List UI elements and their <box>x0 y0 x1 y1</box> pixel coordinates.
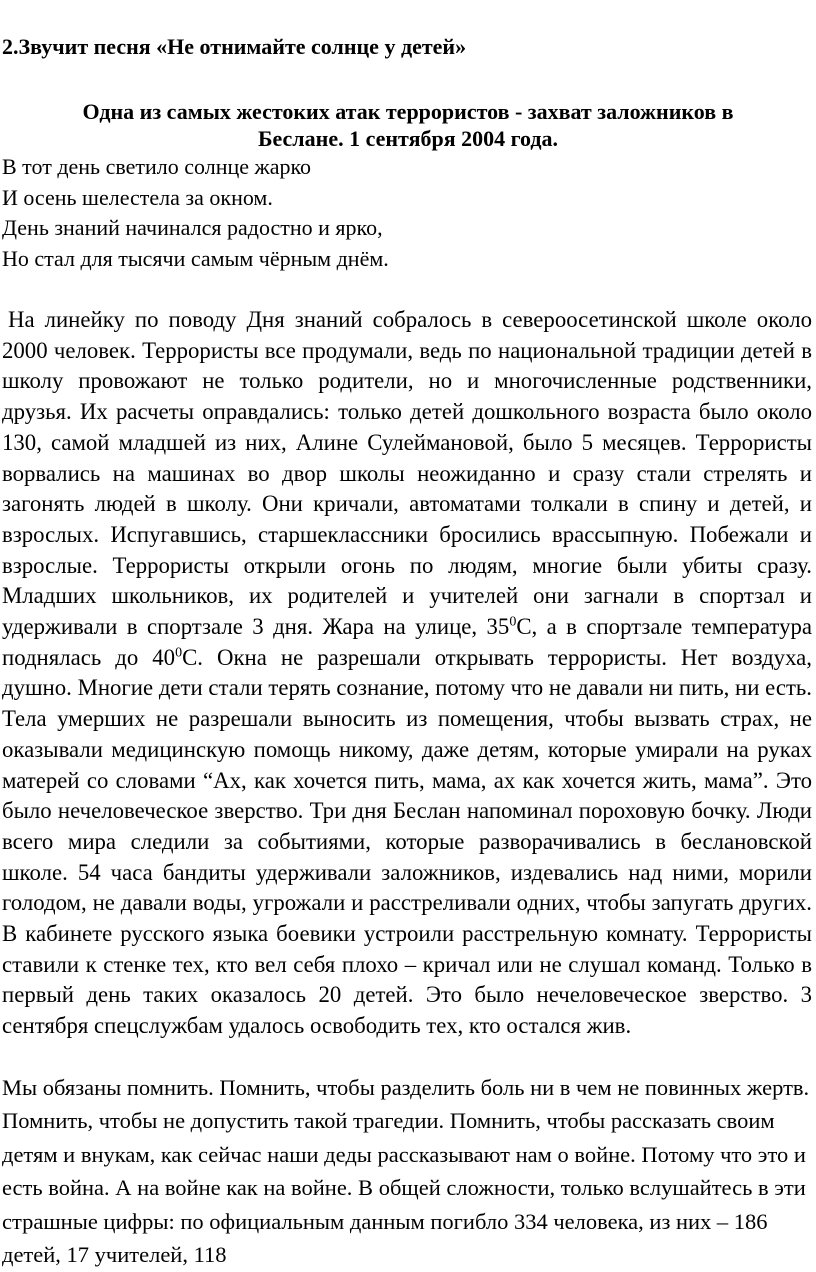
poem-line: День знаний начинался радостно и ярко, <box>2 215 383 240</box>
degree-mark: 0 <box>175 645 183 661</box>
main-paragraph-part1: На линейку по поводу Дня знаний собралось в североосетинской школе около 2000 человек. Террористы все продумали, ведь по национальной традиции детей в школу провожают не только родители, но и многочисленные родственники, друзья. Их расчеты оправдались: только детей дошкольного возраста было около 130, самой младшей из них, Алине Сулеймановой, было 5 месяцев. Террористы ворвались на машинах во двор школы неожиданно и сразу стали стрелять и загонять людей в школу. Они кричали, автоматами толкали в спину и детей, и взрослых. Испугавшись, старшеклассники бросились врассыпную. Побежали и взрослые. Террористы открыли огонь по людям, многие были убиты сразу. Младших школьников, их родителей и учителей они загнали в спортзал и удерживали в спортзале 3 дня. Жара на улице, 35 <box>2 307 812 640</box>
main-paragraph-part3: С. Окна не разрешали открывать террористы. Нет воздуха, душно. Многие дети стали терять сознание, потому что не давали ни пить, ни есть. Тела умерших не разрешали выносить из помещения, чтобы вызвать страх, не оказывали медицинскую помощь никому, даже детям, которые умирали на руках матерей со словами “Ах, как хочется пить, мама, ах как хочется жить, мама”. Это было нечеловеческое зверство. Три дня Беслан напоминал пороховую бочку. Люди всего мира следили за событиями, которые разворачивались в беслановской школе. 54 часа бандиты удерживали заложников, издевались над ними, морили голодом, не давали воды, угрожали и расстреливали одних, чтобы запугать других. В кабинете русского языка боевики устроили расстрельную комнату. Террористы ставили к стенке тех, кто вел себя плохо – кричал или не слушал команд. Только в первый день таких оказалось 20 детей. Это было нечеловеческое зверство. 3 сентября спецслужбам удалось освободить тех, кто остался жив. <box>2 644 812 1039</box>
main-paragraph <box>2 305 812 1042</box>
document-subheading: Одна из самых жестоких атак террористов - захват заложников в Беслане. 1 сентября 2004 года. <box>82 99 734 151</box>
main-paragraph-part2: С, а в спортзале температура поднялась до 40 <box>2 614 812 670</box>
closing-paragraph: Мы обязаны помнить. Помнить, чтобы разделить боль ни в чем не повинных жертв. Помнить, чтобы не допустить такой трагедии. Помнить, чтобы рассказать своим детям и внукам, как сейчас наши деды рассказывают нам о войне. Потому что это и есть война. А на войне как на войне. В общей сложности, только вслушайтесь в эти страшные цифры: по официальным данным погибло 334 человека, из них – 186 детей, 17 учителей, 118 <box>2 1074 810 1268</box>
degree-mark: 0 <box>509 614 517 630</box>
poem-line: В тот день светило солнце жарко <box>2 154 312 179</box>
poem-block <box>2 152 816 274</box>
document-heading: 2.Звучит песня «Не отнимайте солнце у детей» <box>2 34 467 59</box>
poem-line: Но стал для тысячи самым чёрным днём. <box>2 245 389 271</box>
poem-line: И осень шелестела за окном. <box>2 184 273 210</box>
